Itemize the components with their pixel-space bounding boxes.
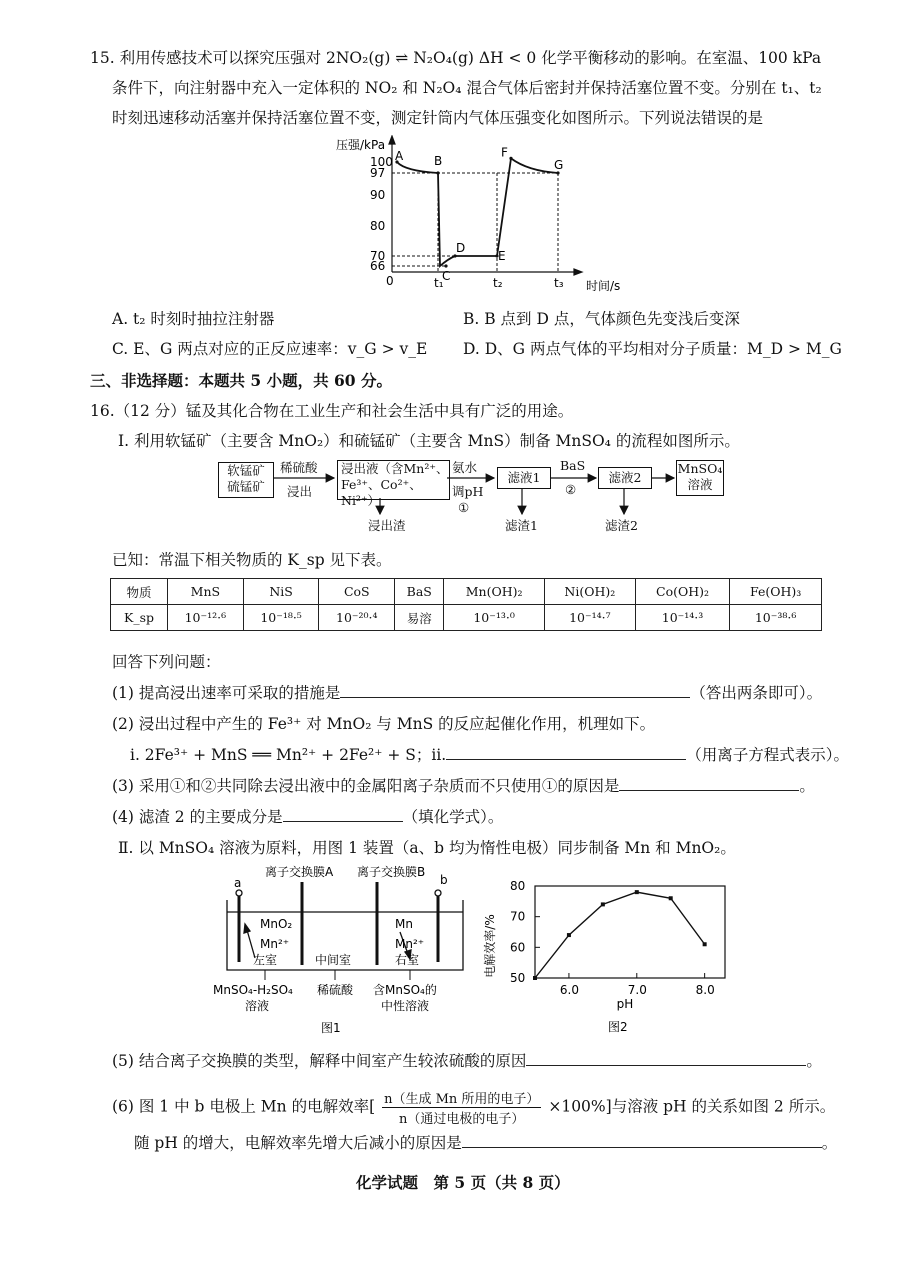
ksp-header-cell: Ni(OH)₂ bbox=[544, 579, 635, 605]
q15-point-label: E bbox=[498, 249, 506, 263]
q15-xlabel: 时间/s bbox=[586, 279, 621, 293]
q15-ylabel: 压强/kPa bbox=[336, 138, 386, 152]
q16-part2: Ⅱ. 以 MnSO₄ 溶液为原料，用图 1 装置（a、b 均为惰性电极）同步制备 Mn 和 MnO₂。 bbox=[118, 839, 736, 857]
flow-arrow1-label: 稀硫酸 bbox=[280, 460, 318, 475]
q15-ytick: 70 bbox=[370, 249, 386, 263]
fig1-caption: 图1 bbox=[321, 1021, 341, 1035]
fig2-xlabel: pH bbox=[616, 997, 634, 1011]
q15-xtick: t₁ bbox=[434, 276, 444, 290]
q15-xtick: t₃ bbox=[554, 276, 564, 290]
flow-residue-leach: 浸出渣 bbox=[368, 518, 406, 533]
flow-box-leachate: 浸出液（含Mn²⁺、 Fe³⁺、Co²⁺、Ni²⁺） bbox=[337, 460, 450, 500]
answer-blank-4[interactable] bbox=[283, 807, 403, 822]
fig1-right-room: 右室 bbox=[395, 953, 420, 967]
q15-point-F bbox=[509, 157, 512, 160]
answer-blank-2[interactable] bbox=[446, 745, 686, 760]
q15-option-c: C. E、G 两点对应的正反应速率：v_G > v_E bbox=[112, 340, 428, 358]
flow-box-product: MnSO₄ 溶液 bbox=[676, 460, 724, 496]
q15-pressure-chart bbox=[330, 135, 650, 295]
q15-ytick: 90 bbox=[370, 188, 386, 202]
flow-box-ore: 软锰矿 硫锰矿 bbox=[218, 462, 274, 498]
fig1-left-solution: MnSO₄-H₂SO₄ bbox=[213, 983, 293, 997]
fig1-right-ion: Mn²⁺ bbox=[395, 937, 425, 951]
fig1-left-product: MnO₂ bbox=[260, 917, 293, 931]
fig1-left-ion: Mn²⁺ bbox=[260, 937, 290, 951]
efficiency-fraction: n（生成 Mn 所用的电子） n（通过电极的电子） bbox=[382, 1088, 541, 1127]
fig1-middle-room: 中间室 bbox=[315, 953, 352, 967]
q15-point-label: D bbox=[456, 241, 466, 255]
answer-blank-1[interactable] bbox=[340, 683, 690, 698]
q15-xtick: t₂ bbox=[493, 276, 503, 290]
ksp-header-cell: NiS bbox=[243, 579, 319, 605]
flow-residue1: 滤渣1 bbox=[505, 518, 538, 533]
fig2-data-point bbox=[669, 896, 673, 900]
ksp-value-cell: 10⁻¹²·⁶ bbox=[168, 605, 244, 631]
q16-sub2-eq: ⅰ. 2Fe³⁺ + MnS ══ Mn²⁺ + 2Fe²⁺ + S；ⅱ. （用离子方程式表示）。 bbox=[130, 746, 849, 764]
flow-arrow1-sub: 浸出 bbox=[287, 484, 313, 499]
flow-arrow2-sub: 调pH bbox=[452, 484, 484, 499]
ksp-header-cell: CoS bbox=[319, 579, 395, 605]
section-heading: 三、非选择题：本题共 5 小题，共 60 分。 bbox=[90, 371, 392, 390]
ksp-header-cell: Co(OH)₂ bbox=[635, 579, 729, 605]
ksp-header-cell: Fe(OH)₃ bbox=[730, 579, 822, 605]
q15-ytick: 97 bbox=[370, 166, 386, 180]
q15-ytick: 66 bbox=[370, 259, 386, 273]
q16-sub6: (6) 图 1 中 b 电极上 Mn 的电解效率[ n（生成 Mn 所用的电子） n（通过电极的电子） ×100%]与溶液 pH 的关系如图 2 所示。 bbox=[112, 1088, 835, 1127]
ksp-value-cell: 易溶 bbox=[395, 605, 444, 631]
ksp-header-cell: 物质 bbox=[111, 579, 168, 605]
fig1-middle-solution: 稀硫酸 bbox=[317, 983, 354, 997]
q16-stem: 16.（12 分）锰及其化合物在工业生产和社会生活中具有广泛的用途。 bbox=[90, 402, 574, 420]
flow-step1-mark: ① bbox=[458, 500, 470, 515]
fig1-electrode-b-label: b bbox=[440, 873, 448, 887]
flow-arrow2-label: 氨水 bbox=[452, 460, 478, 475]
fig1-left-room: 左室 bbox=[253, 953, 278, 967]
q16-sub3: (3) 采用①和②共同除去浸出液中的金属阳离子杂质而不只使用①的原因是 。 bbox=[112, 777, 815, 795]
fig2-ytick: 70 bbox=[510, 909, 526, 924]
fig2-data-point bbox=[635, 890, 639, 894]
flow-box-filtrate2: 滤液2 bbox=[598, 467, 652, 489]
ksp-header-row bbox=[111, 579, 822, 605]
q16-sub2: (2) 浸出过程中产生的 Fe³⁺ 对 MnO₂ 与 MnS 的反应起催化作用，机理如下。 bbox=[112, 715, 656, 733]
fig2-ylabel: 电解效率/% bbox=[483, 914, 497, 978]
q15-option-a: A. t₂ 时刻时抽拉注射器 bbox=[112, 310, 275, 328]
page-footer: 化学试题 第 5 页（共 8 页） bbox=[356, 1173, 570, 1192]
fig2-data-point bbox=[567, 933, 571, 937]
ksp-value-cell: 10⁻¹⁴·³ bbox=[635, 605, 729, 631]
fig2-data-point bbox=[533, 976, 537, 980]
ksp-value-cell: 10⁻²⁰·⁴ bbox=[319, 605, 395, 631]
q16-sub4: (4) 滤渣 2 的主要成分是 （填化学式）。 bbox=[112, 808, 504, 826]
ksp-value-cell: 10⁻¹³·⁰ bbox=[444, 605, 545, 631]
q15-point-label: A bbox=[395, 149, 404, 163]
ksp-table bbox=[110, 578, 822, 631]
q15-origin: 0 bbox=[386, 274, 394, 288]
fig1-right-solution: 含MnSO₄的 bbox=[373, 983, 437, 997]
ksp-value-cell: 10⁻³⁸·⁶ bbox=[730, 605, 822, 631]
flow-box-filtrate1: 滤液1 bbox=[497, 467, 551, 489]
q15-point-label: B bbox=[434, 154, 443, 168]
q15-point-B bbox=[436, 171, 439, 174]
fig2-xtick: 7.0 bbox=[627, 983, 647, 997]
q16-answer-prompt: 回答下列问题： bbox=[112, 653, 221, 671]
answer-blank-6[interactable] bbox=[462, 1133, 822, 1148]
fig1-electrode-a-label: a bbox=[234, 876, 242, 890]
q15-ytick: 80 bbox=[370, 219, 386, 233]
ksp-value-cell: K_sp bbox=[111, 605, 168, 631]
answer-blank-3[interactable] bbox=[619, 776, 799, 791]
fig1-membrane-a-label: 离子交换膜A bbox=[265, 865, 334, 879]
q15-point-label: F bbox=[501, 145, 508, 160]
q15-option-d: D. D、G 两点气体的平均相对分子质量：M_D > M_G bbox=[463, 340, 842, 358]
q16-known: 已知：常温下相关物质的 K_sp 见下表。 bbox=[112, 551, 392, 569]
fig2-ytick: 80 bbox=[510, 879, 526, 893]
fig1-membrane-b-label: 离子交换膜B bbox=[357, 865, 426, 879]
fig2-ytick: 50 bbox=[510, 971, 526, 985]
fig2-xtick: 6.0 bbox=[559, 983, 580, 997]
q15-stem-line2: 条件下，向注射器中充入一定体积的 NO₂ 和 N₂O₄ 混合气体后密封并保持活塞位置不变。分别在 t₁、t₂ bbox=[112, 79, 822, 97]
q16-sub5: (5) 结合离子交换膜的类型，解释中间室产生较浓硫酸的原因 。 bbox=[112, 1052, 822, 1070]
fig2-xtick: 8.0 bbox=[695, 983, 715, 997]
q15-point-label: G bbox=[554, 158, 564, 172]
fig1-right-solution-2: 中性溶液 bbox=[381, 999, 430, 1013]
ksp-value-cell: 10⁻¹⁸·⁵ bbox=[243, 605, 319, 631]
flow-step2-mark: ② bbox=[565, 482, 577, 497]
fig1-left-solution-2: 溶液 bbox=[245, 999, 270, 1013]
ksp-header-cell: MnS bbox=[168, 579, 244, 605]
fig2-data-point bbox=[703, 942, 707, 946]
flow-residue2: 滤渣2 bbox=[605, 518, 638, 533]
answer-blank-5[interactable] bbox=[526, 1051, 806, 1066]
fig2-caption: 图2 bbox=[608, 1020, 628, 1034]
ksp-value-cell: 10⁻¹⁴·⁷ bbox=[544, 605, 635, 631]
flow-arrow3-label: BaS bbox=[560, 458, 586, 473]
q15-point-C bbox=[444, 264, 447, 267]
ksp-header-cell: BaS bbox=[395, 579, 444, 605]
fig2-efficiency-chart bbox=[480, 868, 750, 1038]
fig1-electrolysis-cell bbox=[205, 860, 475, 1040]
q16-sub6-cont: 随 pH 的增大，电解效率先增大后减小的原因是 。 bbox=[134, 1134, 838, 1152]
ksp-header-cell: Mn(OH)₂ bbox=[444, 579, 545, 605]
q15-stem-line3: 时刻迅速移动活塞并保持活塞位置不变，测定针筒内气体压强变化如图所示。下列说法错误的是 bbox=[112, 109, 764, 127]
fig2-ytick: 60 bbox=[510, 940, 526, 955]
ksp-value-row bbox=[111, 605, 822, 631]
q16-sub1: (1) 提高浸出速率可采取的措施是 （答出两条即可）。 bbox=[112, 684, 823, 702]
flow-arrows bbox=[270, 470, 680, 520]
q15-stem-line1: 15. 利用传感技术可以探究压强对 2NO₂(g) ⇌ N₂O₄(g) ΔH < 0 化学平衡移动的影响。在室温、100 kPa bbox=[90, 49, 822, 67]
q16-part1: Ⅰ. 利用软锰矿（主要含 MnO₂）和硫锰矿（主要含 MnS）制备 MnSO₄ 的流程如图所示。 bbox=[118, 432, 740, 450]
fig2-data-point bbox=[601, 902, 605, 906]
q15-option-b: B. B 点到 D 点，气体颜色先变浅后变深 bbox=[463, 310, 740, 328]
q15-ytick: 100 bbox=[370, 155, 393, 169]
q15-point-label: C bbox=[442, 269, 451, 283]
fig1-right-product: Mn bbox=[395, 917, 413, 931]
